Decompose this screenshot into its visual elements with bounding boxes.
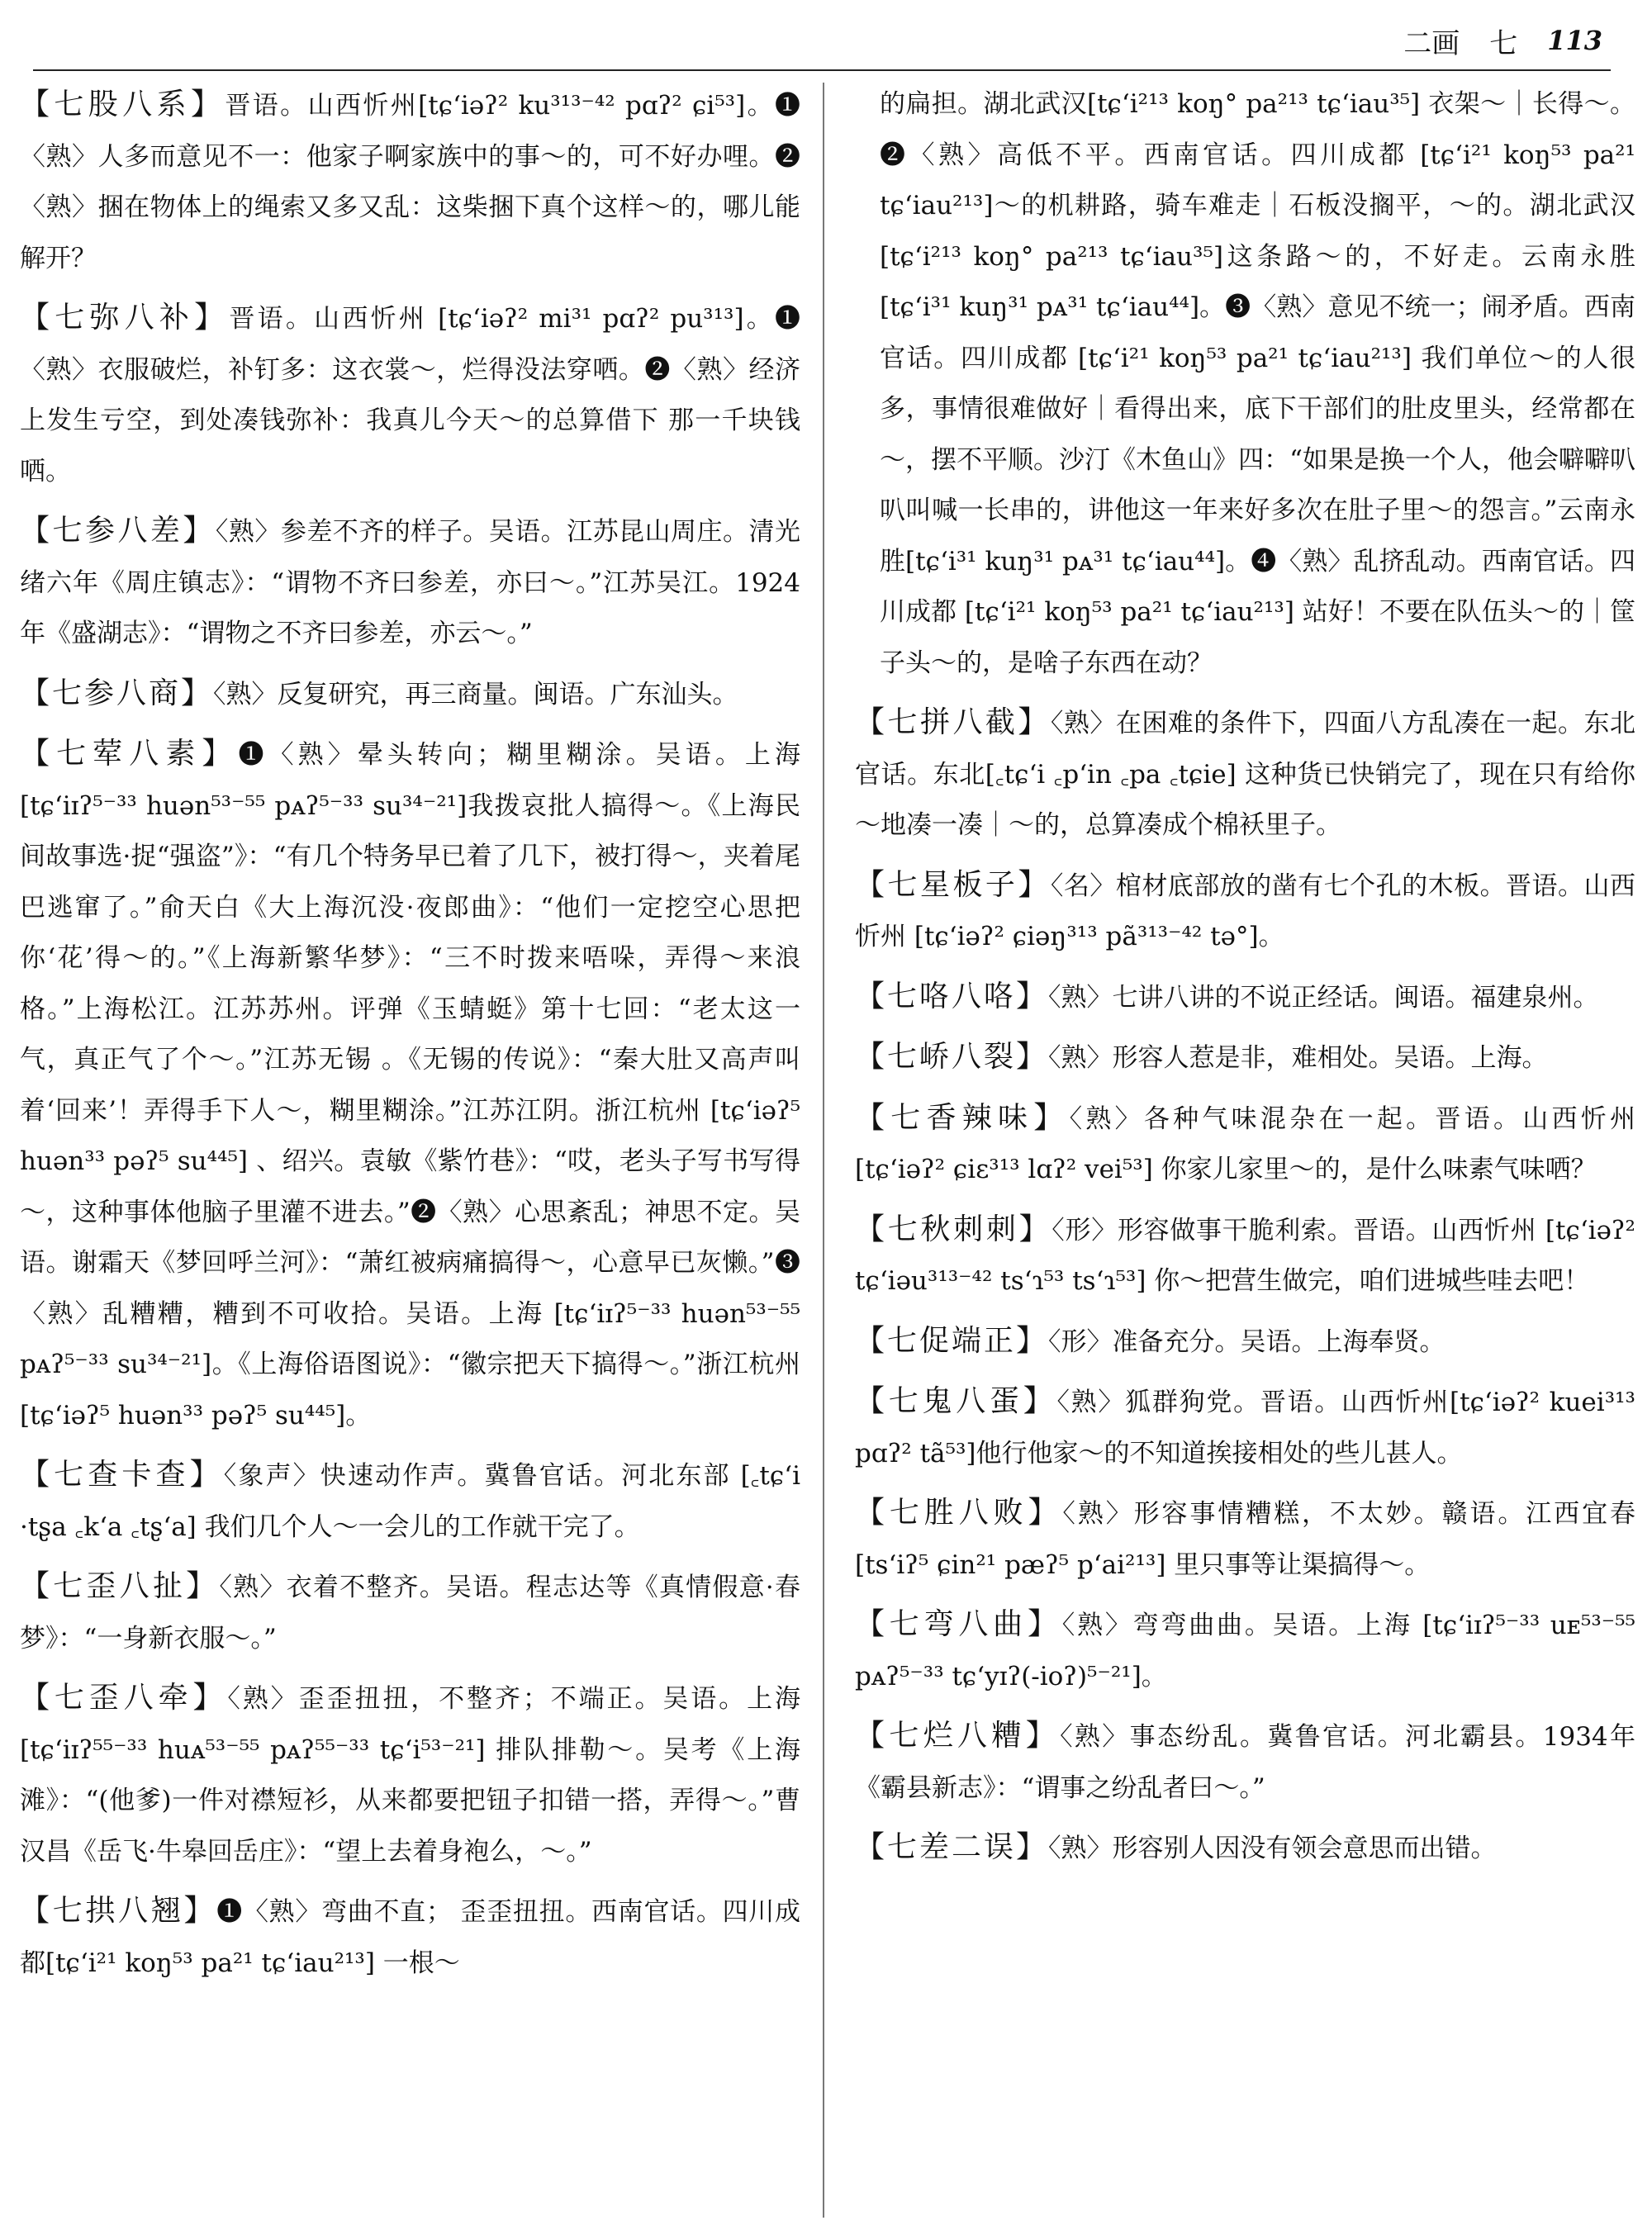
entry-headword: 【七秋刺刺】 [855, 1212, 1052, 1246]
entry-definition: 〈熟〉衣着不整齐。吴语。程志达等《真情假意·春梦》：“一身新衣服～。” [20, 1573, 800, 1654]
dictionary-entry [20, 668, 800, 721]
header-char: 七 [1489, 26, 1518, 60]
dictionary-entry [855, 1093, 1635, 1196]
entry-headword: 【七峤八裂】 [855, 1040, 1049, 1074]
entry-headword: 【七拼八截】 [855, 705, 1051, 739]
entry-headword: 【七差二误】 [855, 1830, 1049, 1864]
dictionary-entry [20, 1672, 800, 1877]
entry-headword: 【七荤八素】 [20, 737, 239, 771]
page-number: 113 [1547, 25, 1602, 56]
entry-headword: 【七弥八补】 [20, 301, 230, 334]
dictionary-entry [855, 1376, 1635, 1479]
dictionary-entry [880, 79, 1635, 689]
page-header [33, 15, 1602, 66]
entry-definition: 〈熟〉各种气味混杂在一起。晋语。山西忻州 [tɕʻiəʔ² ɕiɛ³¹³ lɑʔ² vei⁵³] 你家儿家里～的，是什么味素气味哂？ [855, 1103, 1635, 1184]
dictionary-entry [855, 697, 1635, 852]
dictionary-entry [20, 292, 800, 497]
entry-definition: ❶〈熟〉晕头转向；糊里糊涂。吴语。上海 [tɕʻiɪʔ⁵⁻³³ huən⁵³⁻⁵⁵ pᴀʔ⁵⁻³³ su³⁴⁻²¹]我拨哀批人搞得～。《上海民间故事选·捉“强盗”》：“有几个特务早已着了几下，被打得～，夹着尾巴逃窜了。”俞天白《大上海沉没·夜郎曲》：“他们一定挖空心思把你‘花’得～的。”《上海新繁华梦》：“三不时拨来唔哚，弄得～来浪格。”上海松江。江苏苏州。评弹《玉蜻蜓》第十七回：“老太这一气，真正气了个～。”江苏无锡 。《无锡的传说》：“秦大肚又高声叫着‘回来’！弄得手下人～，糊里糊涂。”江苏江阴。浙江杭州 [tɕʻiəʔ⁵ huən³³ pəʔ⁵ su⁴⁴⁵] 、绍兴。袁敏《紫竹巷》：“哎，老头子写书写得～，这种事体他脑子里灌不进去。”❷〈熟〉心思紊乱；神思不定。吴语。谢霜天《梦回呼兰河》：“萧红被病痛搞得～，心意早已灰懒。”❸〈熟〉乱糟糟，糟到不可收拾。吴语。上海 [tɕʻiɪʔ⁵⁻³³ huən⁵³⁻⁵⁵ pᴀʔ⁵⁻³³ su³⁴⁻²¹]。《上海俗语图说》：“徽宗把天下搞得～。”浙江杭州[tɕʻiəʔ⁵ huən³³ pəʔ⁵ su⁴⁴⁵]。 [20, 740, 800, 1431]
entry-headword: 【七促端正】 [855, 1323, 1049, 1358]
entry-definition: 〈熟〉反复研究，再三商量。闽语。广东汕头。 [213, 679, 738, 709]
dictionary-entry [20, 79, 800, 284]
entry-definition: 〈形〉准备充分。吴语。上海奉贤。 [1048, 1326, 1446, 1357]
header-rule [33, 69, 1611, 71]
entry-headword: 【七香辣味】 [855, 1100, 1070, 1135]
dictionary-entry [855, 971, 1635, 1024]
dictionary-entry [20, 728, 800, 1441]
entry-headword: 【七参八商】 [20, 676, 214, 710]
right-column [855, 79, 1635, 2218]
entry-definition: 〈熟〉歪歪扭扭，不整齐；不端正。吴语。上海[tɕʻiɪʔ⁵⁵⁻³³ huᴀ⁵³⁻⁵⁵ pᴀʔ⁵⁵⁻³³ tɕʻi⁵³⁻²¹] 排队排勒～。吴考《上海滩》：“(他爹)一件对襟短衫，从来都要把钮子扣错一搭，弄得～。”曹汉昌《岳飞·牛皋回岳庄》：“望上去着身袍么，～。” [20, 1684, 800, 1867]
entry-headword: 【七鬼八蛋】 [855, 1384, 1057, 1418]
dictionary-entry [20, 1450, 800, 1553]
entry-definition: 〈象声〉快速动作声。冀鲁官话。河北东部 [꜀tɕʻi ·tʂa ꜀kʻa ꜀tʂʻa] 我们几个人～一会儿的工作就干完了。 [20, 1461, 800, 1542]
dictionary-entry [20, 1886, 800, 1989]
entry-definition: 〈名〉棺材底部放的凿有七个孔的木板。晋语。山西忻州 [tɕʻiəʔ² ɕiəŋ³¹³ pã³¹³⁻⁴² tə°]。 [855, 871, 1635, 951]
dictionary-entry [855, 1204, 1635, 1307]
entry-definition: 〈熟〉事态纷乱。冀鲁官话。河北霸县。1934年《霸县新志》：“谓事之纷乱者曰～。” [855, 1722, 1635, 1803]
left-column [20, 79, 800, 2218]
column-divider [823, 83, 824, 2218]
entry-headword: 【七胜八败】 [855, 1496, 1063, 1530]
section-label: 二画 [1403, 26, 1460, 60]
dictionary-entry [855, 1822, 1635, 1875]
entry-definition: 〈熟〉在困难的条件下，四面八方乱凑在一起。东北官话。东北[꜀tɕʻi ꜀pʻin ꜀pa ꜀tɕie] 这种货已快销完了，现在只有给你～地凑一凑｜～的，总算凑成个棉袄里子。 [855, 709, 1635, 840]
entry-definition: 〈熟〉形容人惹是非，难相处。吴语。上海。 [1048, 1043, 1548, 1073]
dictionary-entry [855, 1316, 1635, 1369]
entry-headword: 【七拱八翘】 [20, 1894, 217, 1928]
entry-definition: 的扁担。湖北武汉[tɕʻi²¹³ koŋ° pa²¹³ tɕʻiau³⁵] 衣架～｜长得～。❷〈熟〉高低不平。西南官话。四川成都 [tɕʻi²¹ koŋ⁵³ pa²¹ tɕʻiau²¹³]～的机耕路，骑车难走｜石板没搁平，～的。湖北武汉 [tɕʻi²¹³ koŋ° pa²¹³ tɕʻiau³⁵]这条路～的，不好走。云南永胜 [tɕʻi³¹ kuŋ³¹ pᴀ³¹ tɕʻiau⁴⁴]。❸〈熟〉意见不统一；闹矛盾。西南官话。四川成都 [tɕʻi²¹ koŋ⁵³ pa²¹ tɕʻiau²¹³] 我们单位～的人很多，事情很难做好｜看得出来，底下干部们的肚皮里头，经常都在～，摆不平顺。沙汀《木鱼山》四：“如果是换一个人，他会噼噼叭叭叫喊一长串的，讲他这一年来好多次在肚子里～的怨言。”云南永胜[tɕʻi³¹ kuŋ³¹ pᴀ³¹ tɕʻiau⁴⁴]。❹〈熟〉乱挤乱动。西南官话。四川成都 [tɕʻi²¹ koŋ⁵³ pa²¹ tɕʻiau²¹³] 站好！不要在队伍头～的｜筐子头～的，是啥子东西在动？ [880, 89, 1635, 678]
entry-definition: 〈形〉形容做事干脆利索。晋语。山西忻州 [tɕʻiəʔ² tɕʻiəu³¹³⁻⁴² tsʻɿ⁵³ tsʻɿ⁵³] 你～把营生做完，咱们进城些哇去吧！ [855, 1215, 1635, 1296]
dictionary-entry [855, 1032, 1635, 1084]
entry-headword: 【七歪八牵】 [20, 1681, 228, 1715]
entry-headword: 【七歪八扯】 [20, 1569, 220, 1603]
dictionary-entry [855, 1487, 1635, 1591]
entry-headword: 【七股八系】 [20, 88, 225, 121]
entry-definition: 〈熟〉七讲八讲的不说正经话。闽语。福建泉州。 [1048, 982, 1599, 1013]
dictionary-entry [855, 1710, 1635, 1814]
entry-headword: 【七星板子】 [855, 867, 1051, 902]
entry-headword: 【七弯八曲】 [855, 1607, 1062, 1641]
dictionary-entry [20, 505, 800, 660]
entry-headword: 【七咯八咯】 [855, 979, 1049, 1013]
entry-definition: 晋语。山西忻州 [tɕʻiəʔ² mi³¹ pɑʔ² pu³¹³]。❶〈熟〉衣服破烂，补钉多：这衣裳～，烂得没法穿哂。❷〈熟〉经济上发生亏空，到处凑钱弥补：我真儿今天～的总算借下 那一千块钱哂。 [20, 304, 800, 486]
entry-definition: 〈熟〉形容事情糟糕，不太妙。赣语。江西宜春 [tsʻiʔ⁵ ɕin²¹ pæʔ⁵ pʻai²¹³] 里只事等让渠搞得～。 [855, 1499, 1635, 1580]
dictionary-entry [20, 1561, 800, 1664]
dictionary-entry [855, 860, 1635, 963]
entry-headword: 【七参八差】 [20, 514, 216, 548]
entry-headword: 【七烂八糟】 [855, 1719, 1061, 1753]
entry-definition: 〈熟〉形容别人因没有领会意思而出错。 [1048, 1834, 1497, 1863]
dictionary-entry [855, 1599, 1635, 1702]
entry-headword: 【七查卡查】 [20, 1458, 224, 1492]
entry-definition: 〈熟〉狐群狗党。晋语。山西忻州[tɕʻiəʔ² kuei³¹³ pɑʔ² tã⁵³]他行他家～的不知道挨接相处的些儿甚人。 [855, 1388, 1635, 1468]
entry-definition: 〈熟〉弯弯曲曲。吴语。上海 [tɕʻiɪʔ⁵⁻³³ uᴇ⁵³⁻⁵⁵ pᴀʔ⁵⁻³³ tɕʻyɪʔ(-ioʔ)⁵⁻²¹]。 [855, 1611, 1635, 1691]
entry-definition: 〈熟〉参差不齐的样子。吴语。江苏昆山周庄。清光绪六年《周庄镇志》：“谓物不齐曰参差，亦曰～。”江苏吴江。1924年《盛湖志》：“谓物之不齐曰参差，亦云～。” [20, 517, 800, 648]
entry-definition: ❶〈熟〉弯曲不直； 歪歪扭扭。西南官话。四川成都[tɕʻi²¹ koŋ⁵³ pa²¹ tɕʻiau²¹³] 一根～ [20, 1897, 800, 1978]
entry-definition: 晋语。山西忻州[tɕʻiəʔ² ku³¹³⁻⁴² pɑʔ² ɕi⁵³]。❶〈熟〉人多而意见不一：他家子啊家族中的事～的，可不好办哩。❷〈熟〉捆在物体上的绳索又多又乱：这柴捆下真个这样～的，哪儿能解开？ [20, 91, 800, 273]
